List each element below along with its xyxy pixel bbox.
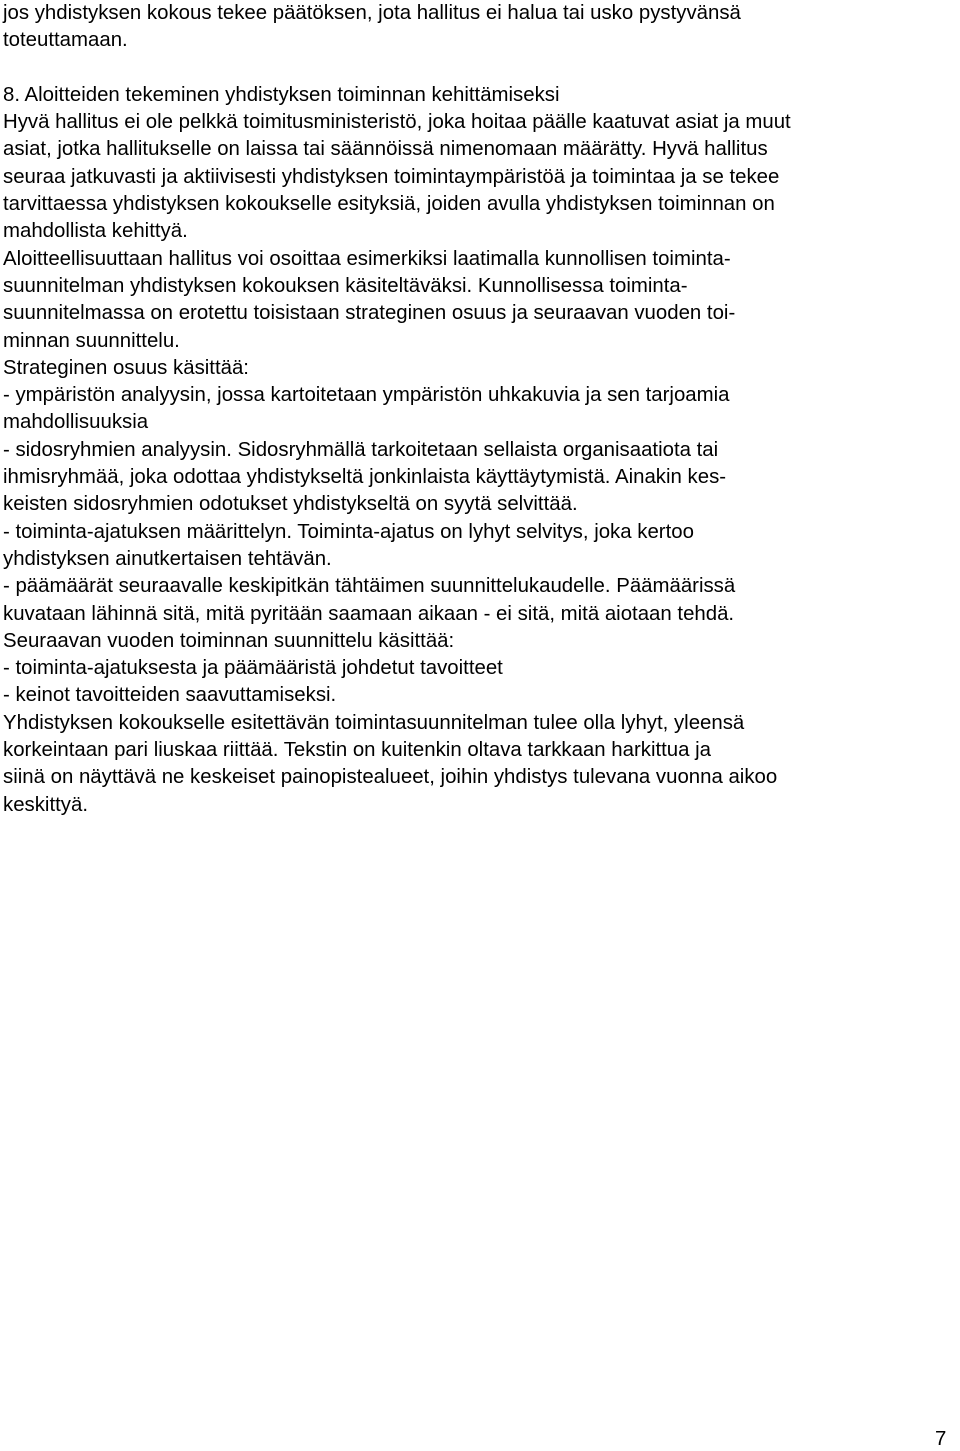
- text-line: kuvataan lähinnä sitä, mitä pyritään saamaan aikaan - ei sitä, mitä aiotaan tehdä.: [3, 602, 735, 625]
- page-number: 7: [935, 1428, 947, 1450]
- list-item-line: - keinot tavoitteiden saavuttamiseksi.: [3, 684, 337, 707]
- text-line: tarvittaessa yhdistyksen kokoukselle esityksiä, joiden avulla yhdistyksen toiminnan on: [3, 193, 775, 216]
- text-line: seuraa jatkuvasti ja aktiivisesti yhdistyksen toimintaympäristöä ja toimintaa ja se tekee: [3, 165, 780, 188]
- text-line: korkeintaan pari liuskaa riittää. Tekstin on kuitenkin oltava tarkkaan harkittua ja: [3, 739, 712, 762]
- list-item-line: - ympäristön analyysin, jossa kartoitetaan ympäristön uhkakuvia ja sen tarjoamia: [3, 384, 730, 407]
- text-line: Strateginen osuus käsittää:: [3, 356, 249, 379]
- text-line: keskittyä.: [3, 793, 88, 816]
- text-line: minnan suunnittelu.: [3, 329, 180, 352]
- text-line: Seuraavan vuoden toiminnan suunnittelu käsittää:: [3, 629, 455, 652]
- document-body: [3, 0, 953, 819]
- text-line: siinä on näyttävä ne keskeiset painopistealueet, joihin yhdistys tulevana vuonna aikoo: [3, 766, 778, 789]
- text-line: suunnitelman yhdistyksen kokouksen käsiteltäväksi. Kunnollisessa toiminta-: [3, 274, 688, 297]
- text-line: yhdistyksen ainutkertaisen tehtävän.: [3, 547, 332, 570]
- list-item-line: - toiminta-ajatuksesta ja päämääristä johdetut tavoitteet: [3, 657, 503, 680]
- text-line: ihmisryhmää, joka odottaa yhdistykseltä jonkinlaista käyttäytymistä. Ainakin kes-: [3, 466, 727, 489]
- text-line: Yhdistyksen kokoukselle esitettävän toimintasuunnitelman tulee olla lyhyt, yleensä: [3, 711, 745, 734]
- section-heading: 8. Aloitteiden tekeminen yhdistyksen toiminnan kehittämiseksi: [3, 83, 560, 106]
- list-item-line: - päämäärät seuraavalle keskipitkän tähtäimen suunnittelukaudelle. Päämäärissä: [3, 575, 736, 598]
- text-line: mahdollista kehittyä.: [3, 220, 188, 243]
- text-line: jos yhdistyksen kokous tekee päätöksen, jota hallitus ei halua tai usko pystyvänsä: [3, 2, 741, 24]
- text-line: asiat, jotka hallitukselle on laissa tai säännöissä nimenomaan määrätty. Hyvä hallitus: [3, 138, 768, 161]
- list-item-line: - sidosryhmien analyysin. Sidosryhmällä tarkoitetaan sellaista organisaatiota tai: [3, 438, 719, 461]
- text-line: keisten sidosryhmien odotukset yhdistykseltä on syytä selvittää.: [3, 493, 578, 516]
- list-item-line: - toiminta-ajatuksen määrittelyn. Toiminta-ajatus on lyhyt selvitys, joka kertoo: [3, 520, 694, 543]
- text-line: toteuttamaan.: [3, 29, 128, 52]
- text-line: Hyvä hallitus ei ole pelkkä toimitusministeristö, joka hoitaa päälle kaatuvat asiat ja muut: [3, 111, 791, 134]
- text-line: Aloitteellisuuttaan hallitus voi osoittaa esimerkiksi laatimalla kunnollisen toiminta-: [3, 247, 731, 270]
- blank-line: [3, 55, 953, 82]
- text-line: suunnitelmassa on erotettu toisistaan strateginen osuus ja seuraavan vuoden toi-: [3, 302, 736, 325]
- text-line: mahdollisuuksia: [3, 411, 149, 434]
